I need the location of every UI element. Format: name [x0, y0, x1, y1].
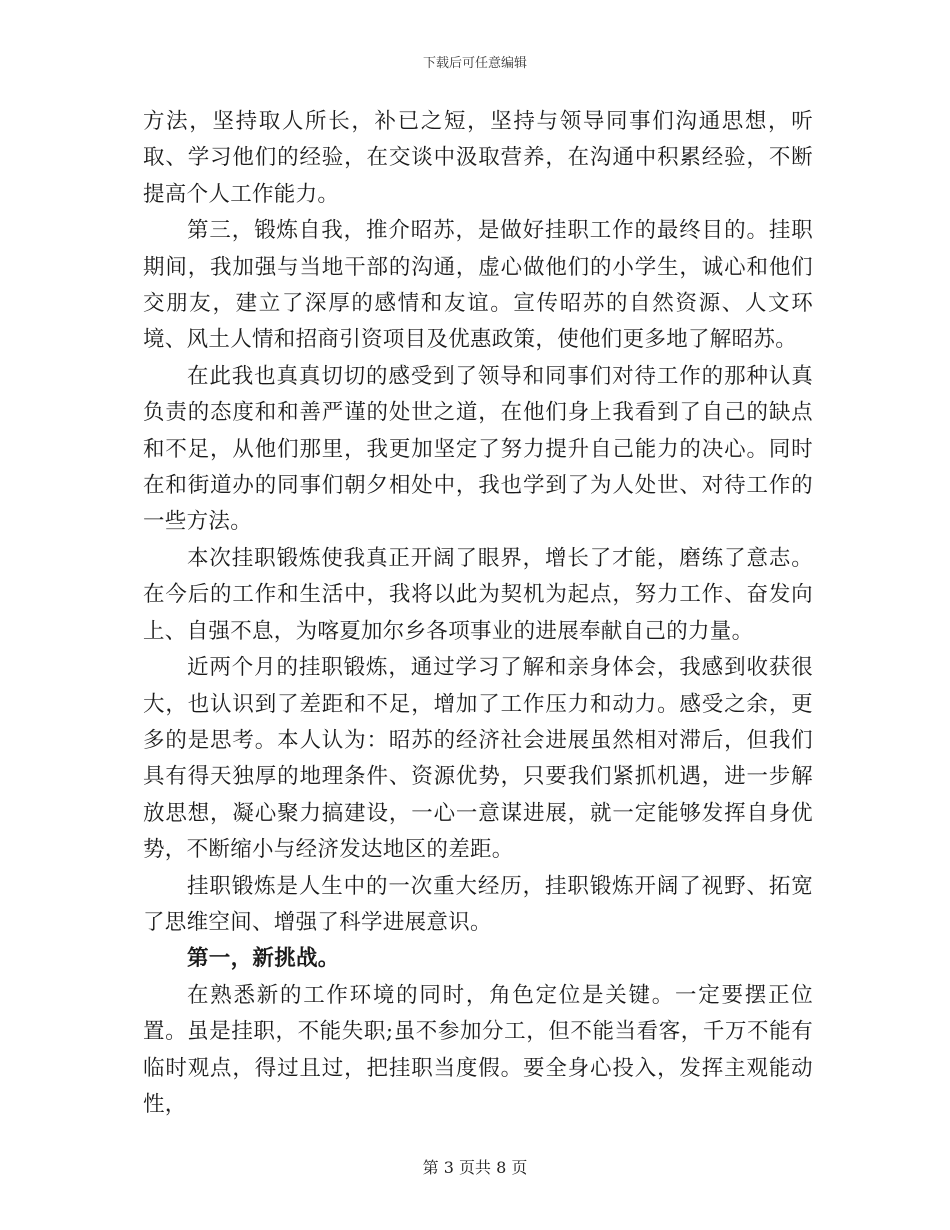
paragraph-method: 方法，坚持取人所长，补已之短，坚持与领导同事们沟通思想，听取、学习他们的经验，在交谈中汲取营养，在沟通中积累经验，不断提高个人工作能力。	[143, 109, 813, 207]
section-heading-first: 第一，新挑战。	[187, 946, 340, 972]
page-header: 下载后可任意编辑	[422, 56, 527, 71]
paragraph-experience: 挂职锻炼是人生中的一次重大经历，挂职锻炼开阔了视野、拓宽了思维空间、增强了科学进展意识。	[143, 873, 813, 935]
page-number: 第 3 页共 8 页	[422, 1158, 528, 1177]
paragraph-feelings: 在此我也真真切切的感受到了领导和同事们对待工作的那种认真负责的态度和和善严谨的处世之道，在他们身上我看到了自己的缺点和不足，从他们那里，我更加坚定了努力提升自己能力的决心。同时在和街道办的同事们朝夕相处中，我也学到了为人处世、对待工作的一些方法。	[143, 363, 813, 535]
document-body	[143, 104, 813, 1123]
paragraph-two-months: 近两个月的挂职锻炼，通过学习了解和亲身体会，我感到收获很大，也认识到了差距和不足，增加了工作压力和动力。感受之余，更多的是思考。本人认为：昭苏的经济社会进展虽然相对滞后，但我们具有得天独厚的地理条件、资源优势，只要我们紧抓机遇，进一步解放思想，凝心聚力搞建设，一心一意谋进展，就一定能够发挥自身优势，不断缩小与经济发达地区的差距。	[143, 655, 813, 863]
paragraph-this-time: 本次挂职锻炼使我真正开阔了眼界，增长了才能，磨练了意志。在今后的工作和生活中，我将以此为契机为起点，努力工作、奋发向上、自强不息，为喀夏加尔乡各项事业的进展奉献自己的力量。	[143, 545, 813, 644]
paragraph-third: 第三，锻炼自我，推介昭苏，是做好挂职工作的最终目的。挂职期间，我加强与当地干部的沟通，虚心做他们的小学生，诚心和他们交朋友，建立了深厚的感情和友谊。宣传昭苏的自然资源、人文环境、风土人情和招商引资项目及优惠政策，使他们更多地了解昭苏。	[143, 218, 813, 353]
paragraph-new-environment: 在熟悉新的工作环境的同时，角色定位是关键。一定要摆正位置。虽是挂职，不能失职;虽不参加分工，但不能当看客，千万不能有临时观点，得过且过，把挂职当度假。要全身心投入，发挥主观能动性，	[143, 982, 813, 1117]
